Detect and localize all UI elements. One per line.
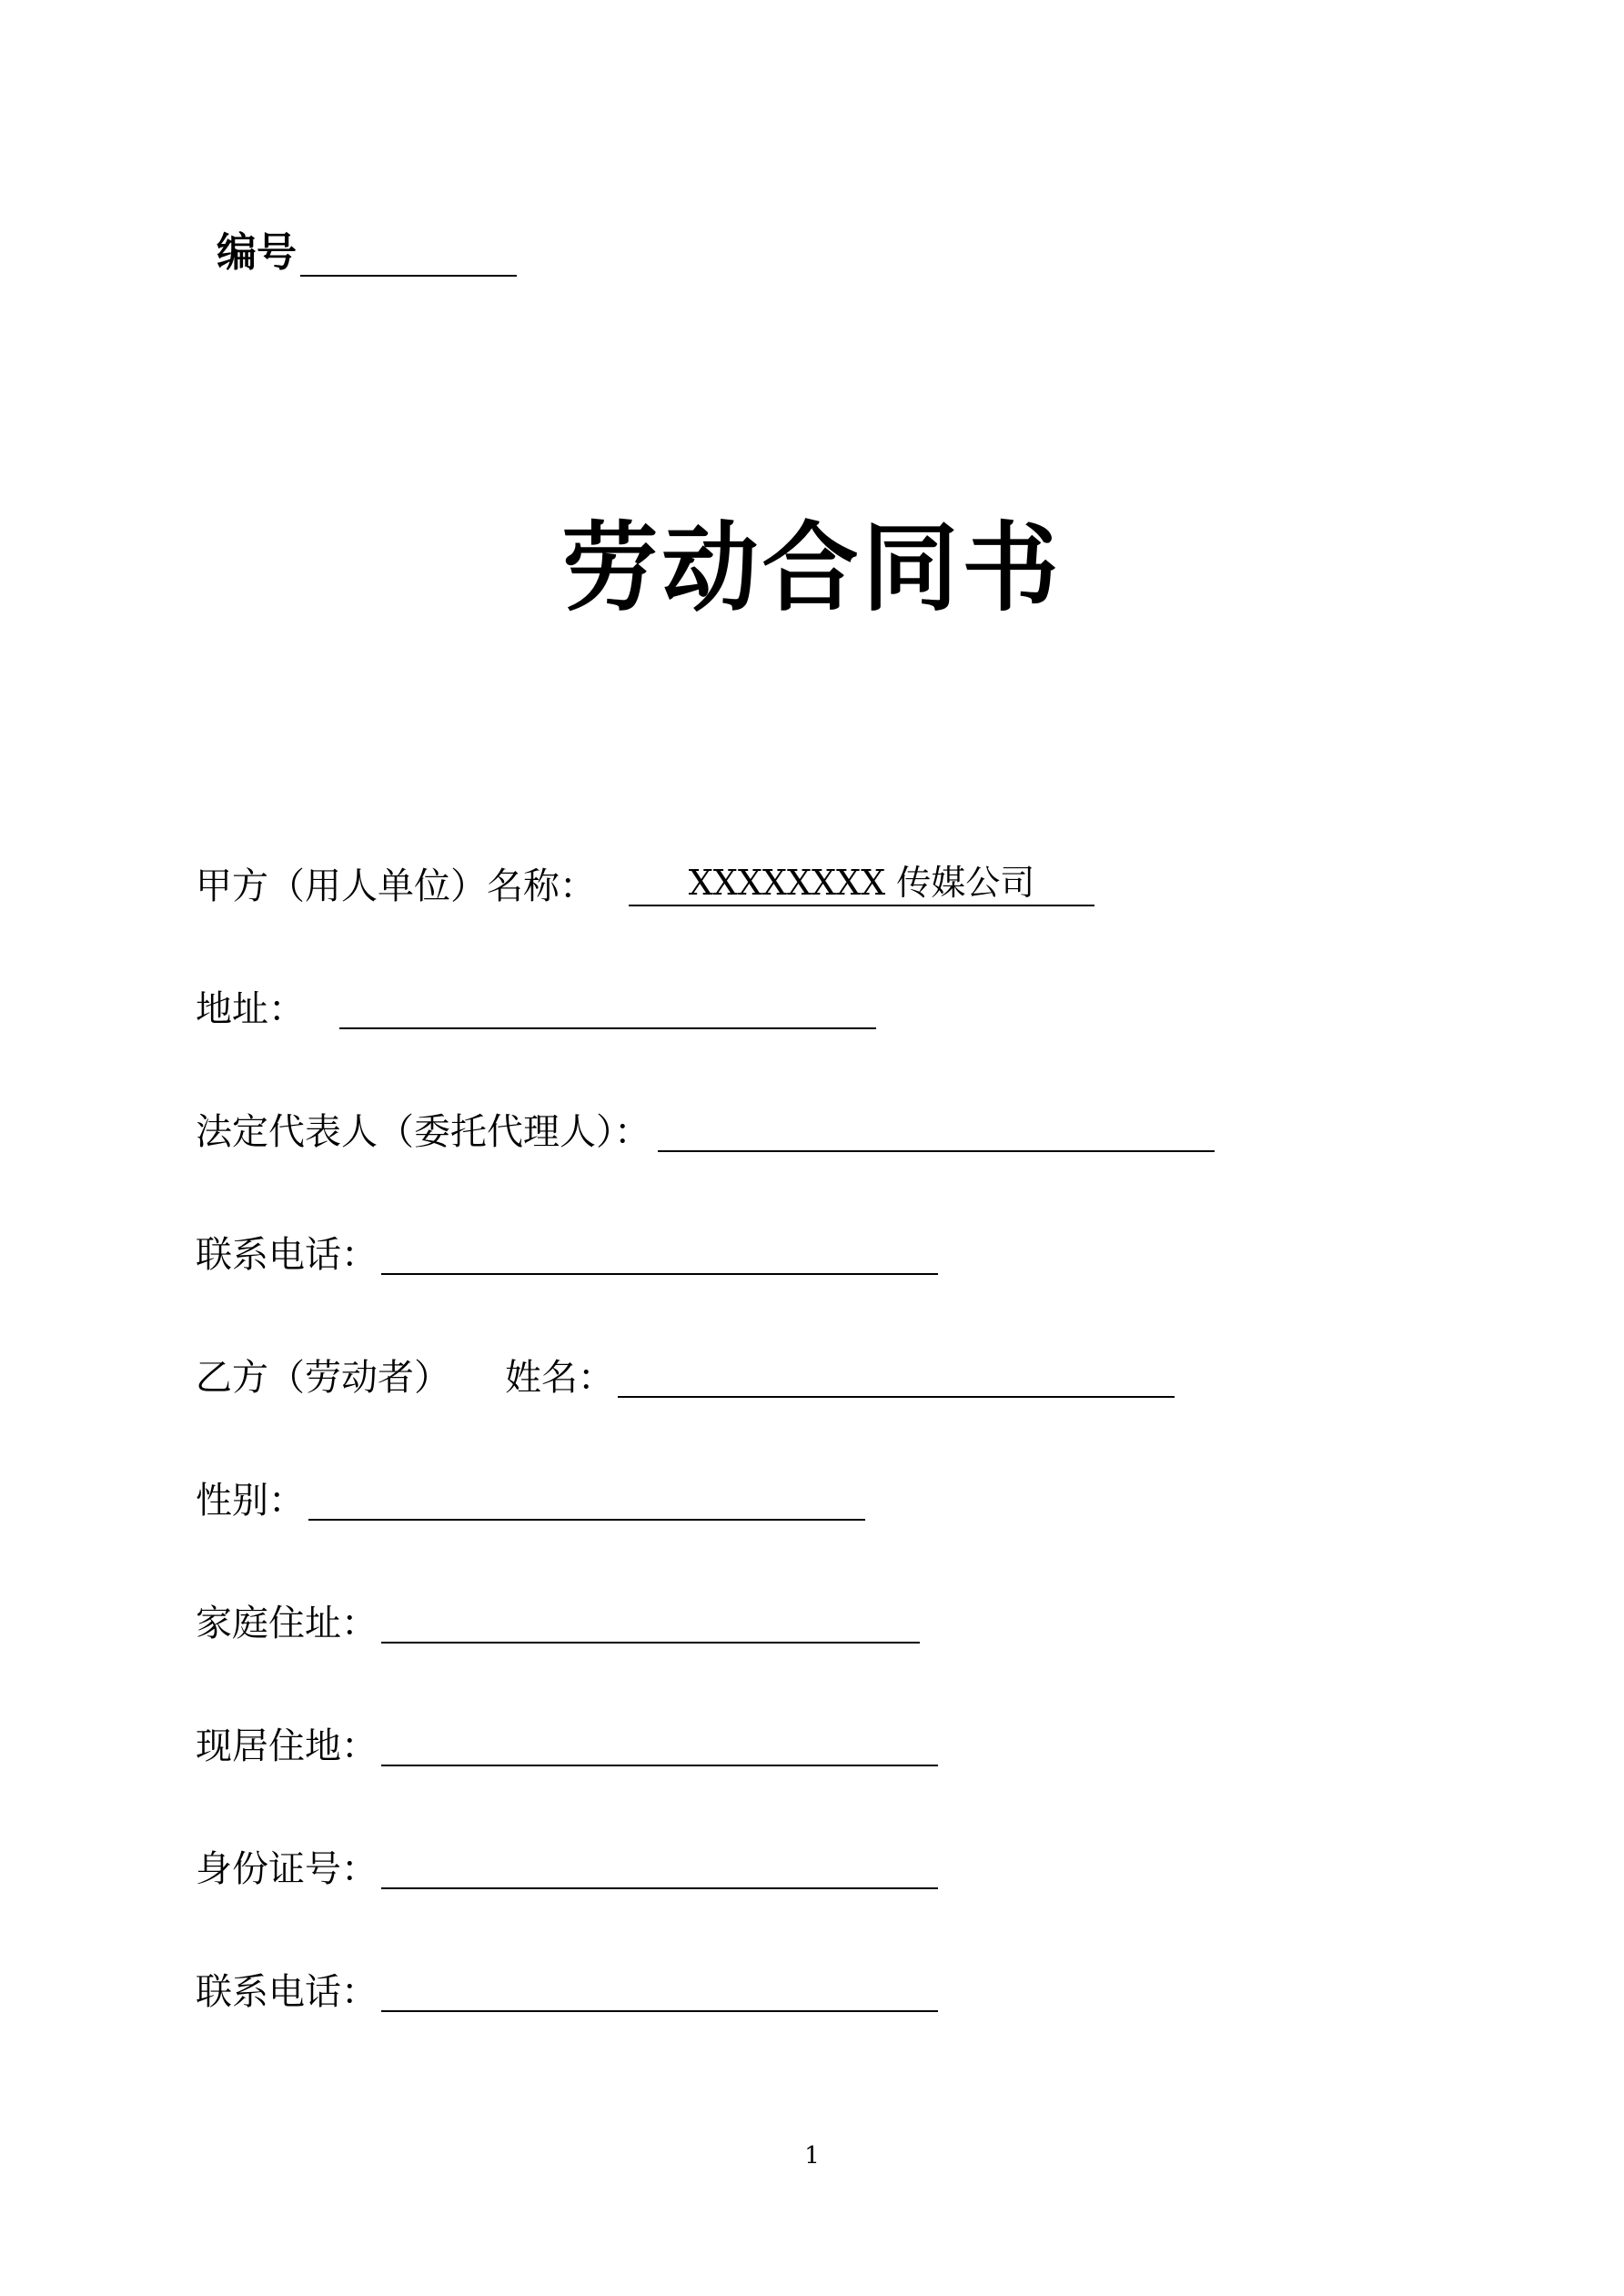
serial-number-blank[interactable] — [300, 268, 517, 277]
party-b-home-address-field — [196, 1594, 920, 1649]
party-b-current-address-label: 现居住地： — [196, 1725, 378, 1767]
party-a-legal-rep-blank[interactable] — [658, 1107, 1215, 1152]
party-b-current-address-field — [196, 1717, 938, 1772]
party-a-name-field — [196, 857, 1094, 912]
document-title: 劳动合同书 — [561, 512, 1063, 624]
page-number: 1 — [804, 2142, 820, 2170]
serial-number-row — [217, 226, 517, 280]
party-b-id-number-blank[interactable] — [381, 1844, 938, 1889]
party-b-current-address-blank[interactable] — [381, 1721, 938, 1766]
party-a-address-field — [196, 980, 876, 1035]
party-b-gender-label: 性别： — [196, 1480, 305, 1522]
party-a-name-blank[interactable] — [629, 861, 1094, 906]
party-b-name-blank[interactable] — [618, 1352, 1175, 1398]
party-a-phone-field — [196, 1226, 938, 1280]
party-a-legal-rep-label: 法定代表人（委托代理人）： — [196, 1111, 651, 1153]
party-a-address-label: 地址： — [196, 988, 305, 1030]
party-a-phone-label: 联系电话： — [196, 1234, 378, 1276]
party-b-phone-field — [196, 1963, 938, 2018]
party-b-gender-field — [196, 1472, 865, 1526]
party-b-phone-label: 联系电话： — [196, 1971, 378, 2013]
party-b-home-address-label: 家庭住址： — [196, 1603, 378, 1644]
party-a-phone-blank[interactable] — [381, 1229, 938, 1275]
party-a-address-blank[interactable] — [339, 984, 876, 1029]
party-b-id-number-field — [196, 1840, 938, 1895]
party-a-name-value: XXXXXXXX 传媒公司 — [688, 863, 1035, 903]
party-b-name-field — [196, 1349, 1175, 1403]
party-b-gender-blank[interactable] — [308, 1475, 865, 1521]
party-a-name-label: 甲方（用人单位）名称： — [196, 865, 596, 907]
party-b-phone-blank[interactable] — [381, 1967, 938, 2012]
serial-number-label: 编号 — [217, 229, 297, 276]
party-a-legal-rep-field — [196, 1103, 1215, 1158]
party-b-home-address-blank[interactable] — [381, 1598, 920, 1644]
party-b-name-label: 乙方（劳动者） 姓名： — [196, 1357, 614, 1399]
party-b-id-number-label: 身份证号： — [196, 1848, 378, 1890]
